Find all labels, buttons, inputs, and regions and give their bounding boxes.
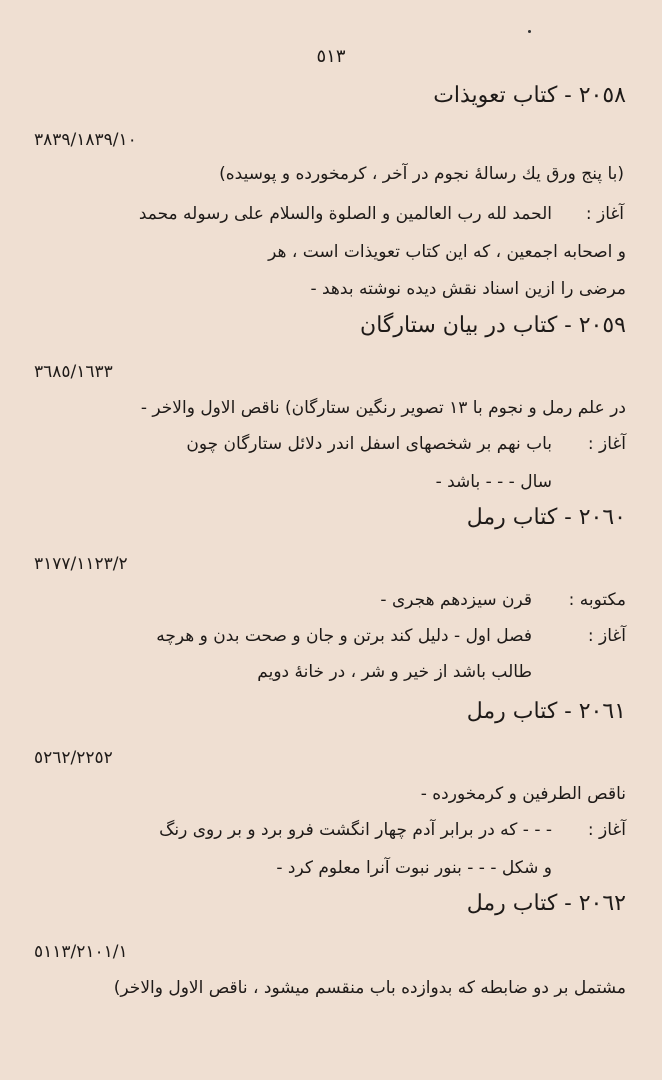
maktubah-label: مكتوبه :: [568, 590, 626, 610]
entry-note: مشتمل بر دو ضابطه كه بدوازده باب منقسم ميشود ، ناقص الاول والاخر): [113, 978, 626, 998]
entry-text-line: مرضى را ازين اسناد نقش ديده نوشته بدهد -: [310, 279, 626, 299]
entry-text-line: فصل اول - دليل كند برتن و جان و صحت بدن و هرچه: [156, 626, 532, 646]
aghaz-label: آغاز :: [587, 626, 626, 646]
entry-heading: ٢٠٥٨ - كتاب تعويذات: [433, 83, 626, 108]
entry-text-line: سال - - - باشد -: [435, 472, 552, 492]
aghaz-label: آغاز :: [587, 820, 626, 840]
entry-text-line: طالب باشد از خير و شر ، در خانهٔ دويم: [257, 662, 532, 682]
entry-reference: ٣٨٣٩/١٨٣٩/١٠: [34, 130, 137, 150]
entry-note: در علم رمل و نجوم با ١٣ تصوير رنگين ستارگان) ناقص الاول والاخر -: [140, 398, 626, 418]
entry-text-line: و شكل - - - بنور نبوت آنرا معلوم كرد -: [276, 858, 552, 878]
entry-heading: ٢٠٦١ - كتاب رمل: [466, 699, 626, 724]
entry-text-line: - - - كه در برابر آدم چهار انگشت فرو برد و بر روى رنگ: [159, 820, 552, 840]
entry-reference: ٣١٧٧/١١٢٣/٢: [34, 554, 128, 574]
entry-text-line: الحمد لله رب العالمين و الصلوة والسلام على رسوله محمد: [138, 204, 552, 224]
ink-dot: [528, 30, 531, 33]
entry-heading: ٢٠٦٢ - كتاب رمل: [466, 891, 626, 916]
entry-note: (با پنج ورق يك رسالهٔ نجوم در آخر ، كرمخورده و پوسيده): [219, 164, 624, 184]
page-number: ٥١٣: [316, 46, 346, 67]
entry-heading: ٢٠٥٩ - كتاب در بيان ستارگان: [360, 313, 626, 338]
entry-reference: ٥١١٣/٢١٠١/١: [34, 942, 128, 962]
entry-text-line: و اصحابه اجمعين ، كه اين كتاب تعويذات است ، هر: [268, 242, 626, 262]
entry-text-line: قرن سيزدهم هجرى -: [380, 590, 532, 610]
aghaz-label: آغاز :: [587, 434, 626, 454]
entry-text-line: باب نهم بر شخصهاى اسفل اندر دلائل ستارگان چون: [186, 434, 552, 454]
entry-note: ناقص الطرفين و كرمخورده -: [420, 784, 626, 804]
entry-heading: ٢٠٦٠ - كتاب رمل: [466, 505, 626, 530]
entry-reference: ٣٦٨٥/١٦٣٣: [34, 362, 113, 382]
entry-reference: ٥٢٦٢/٢٢٥٢: [34, 748, 113, 768]
aghaz-label: آغاز :: [585, 204, 624, 224]
